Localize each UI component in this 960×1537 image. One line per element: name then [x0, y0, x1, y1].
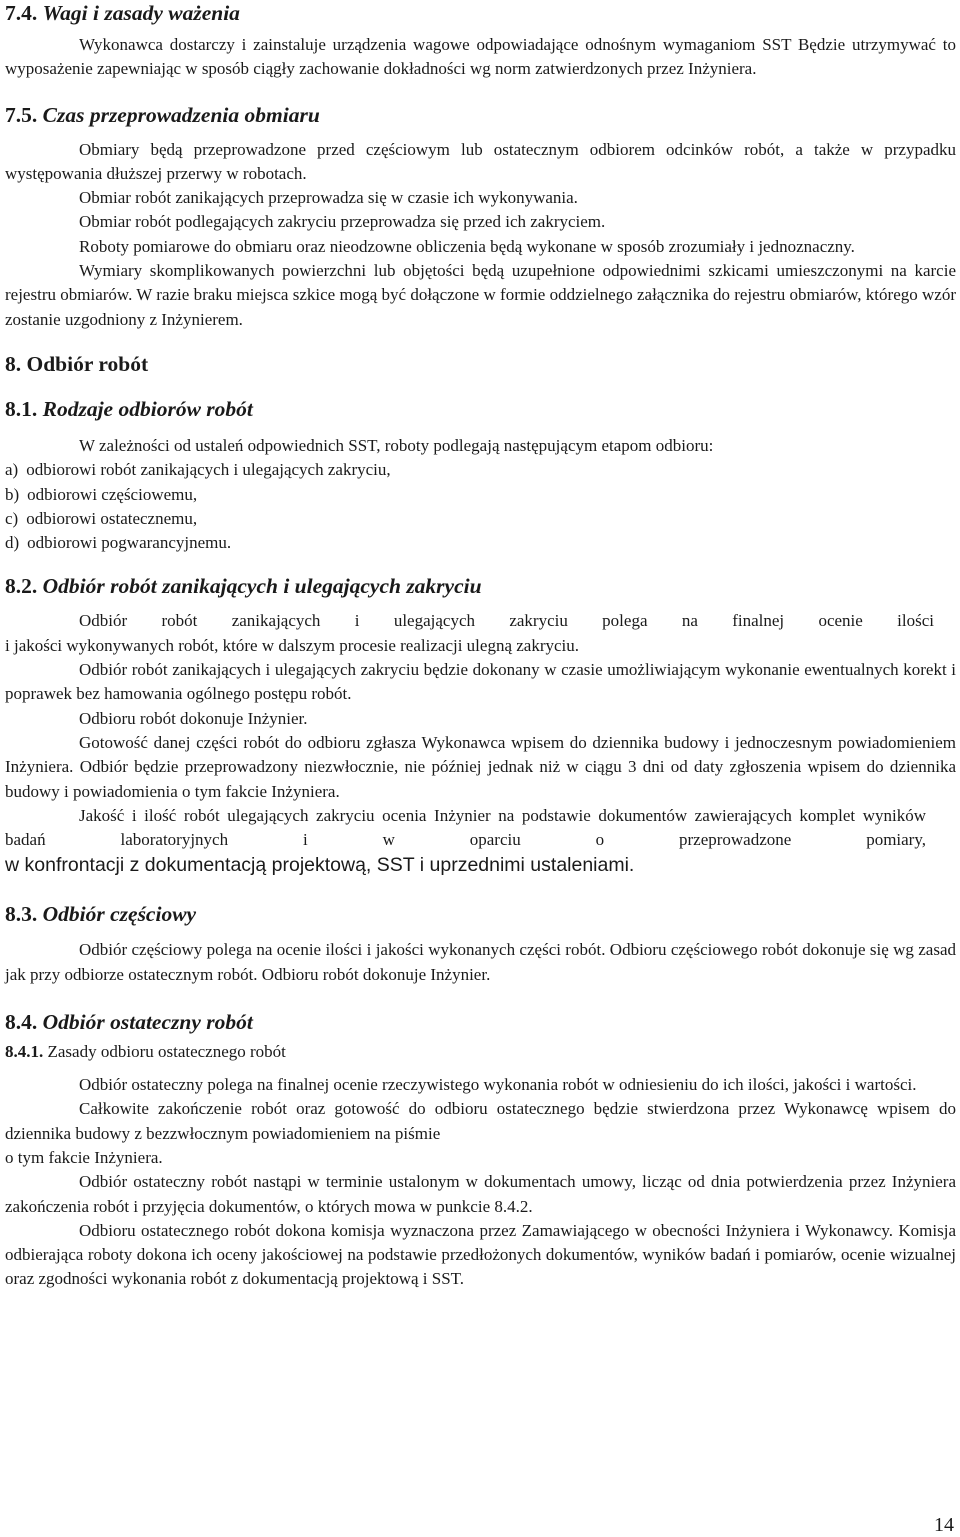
paragraph: Obmiar robót podlegających zakryciu przeprowadza się przed ich zakryciem. [79, 212, 606, 232]
section-number: 8.3. [5, 902, 38, 927]
subsection-title: Zasady odbioru ostatecznego robót [47, 1042, 286, 1062]
paragraph: Odbioru ostatecznego robót dokona komisja wyznaczona przez Zamawiającego w obecności Inżyniera i Wykonawcy. Komisja odbierająca roboty dokona ich oceny jakościowej na podstawie przedłożonych dokumentów, wyników badań i pomiarów, ocenie wizualnej oraz zgodności wykonania robót z dokumentacją projektową i SST. [5, 1220, 956, 1289]
list-item: d) odbiorowi pogwarancyjnemu. [5, 533, 232, 553]
subsection-number: 8.4.1. [5, 1042, 44, 1062]
paragraph: w konfrontacji z dokumentacją projektową, SST i uprzednimi ustaleniami. [5, 854, 635, 877]
paragraph: Odbiór ostateczny robót nastąpi w terminie ustalonym w dokumentach umowy, licząc od dnia potwierdzenia przez Inżyniera zakończenia robót i przyjęcia dokumentów, o których mowa w punkcie 8.4.2. [5, 1172, 956, 1216]
list-item: b) odbiorowi częściowemu, [5, 484, 198, 504]
paragraph: Odbiór robót zanikających i ulegających zakryciu będzie dokonany w czasie umożliwiającym wykonanie ewentualnych korekt i poprawek bez hamowania ogólnego postępu robót. [5, 660, 956, 704]
section-heading-8-4 [5, 1010, 956, 1034]
section-number: 8. [5, 351, 22, 376]
paragraph: Odbiór ostateczny polega na finalnej ocenie rzeczywistego wykonania robót w odniesieniu do ich ilości, jakości i wartości. [79, 1075, 917, 1095]
list-item: a) odbiorowi robót zanikających i ulegających zakryciu, [5, 460, 391, 480]
section-heading-7-4 [5, 1, 956, 25]
paragraph: Odbiór częściowy polega na ocenie ilości i jakości wykonanych części robót. Odbioru częściowego robót dokonuje się wg zasad jak przy odbiorze ostatecznym robót. Odbioru robót dokonuje Inżynier. [5, 940, 956, 984]
section-title: Odbiór ostateczny robót [42, 1010, 253, 1035]
paragraph: Obmiar robót zanikających przeprowadza się w czasie ich wykonywania. [79, 188, 578, 208]
paragraph: Roboty pomiarowe do obmiaru oraz nieodzowne obliczenia będą wykonane w sposób zrozumiały i jednoznaczny. [79, 236, 855, 256]
section-title: Odbiór robót zanikających i ulegających zakryciu [42, 574, 482, 599]
section-title: Odbiór robót [26, 351, 149, 376]
document-page [5, 0, 956, 1292]
section-heading-8-3 [5, 902, 956, 926]
list-item: c) odbiorowi ostatecznemu, [5, 508, 198, 528]
acceptance-stages-list [5, 458, 956, 555]
paragraph: Jakość i ilość robót ulegających zakryciu ocenia Inżynier na podstawie dokumentów zawierających komplet wyników badań laboratoryjnych i w oparciu o przeprowadzone pomiary, [5, 805, 926, 850]
section-number: 8.2. [5, 574, 38, 599]
paragraph: Odbiór robót zanikających i ulegających zakryciu polega na finalnej ocenie ilości [79, 611, 934, 631]
paragraph: i jakości wykonywanych robót, które w dalszym procesie realizacji ulegną zakryciu. [5, 635, 580, 655]
section-heading-8-2 [5, 574, 956, 598]
paragraph: W zależności od ustaleń odpowiednich SST, roboty podlegają następującym etapom odbioru: [79, 435, 714, 455]
section-number: 7.4. [5, 1, 38, 25]
section-title: Czas przeprowadzenia obmiaru [42, 102, 320, 127]
paragraph: Gotowość danej części robót do odbioru zgłasza Wykonawca wpisem do dziennika budowy i jednoczesnym powiadomieniem Inżyniera. Odbiór będzie przeprowadzony niezwłocznie, nie później jednak niż w ciągu 3 dni od daty zgłoszenia wpisem do dziennika budowy i powiadomienia o tym fakcie Inżyniera. [5, 732, 956, 801]
section-number: 8.4. [5, 1010, 38, 1035]
section-heading-8-1 [5, 397, 956, 421]
section-title: Wagi i zasady ważenia [42, 1, 240, 25]
section-heading-7-5 [5, 103, 956, 127]
paragraph: Obmiary będą przeprowadzone przed częściowym lub ostatecznym odbiorem odcinków robót, a także w przypadku występowania dłuższej przerwy w robotach. [5, 139, 956, 183]
section-number: 7.5. [5, 102, 38, 127]
paragraph: Odbioru robót dokonuje Inżynier. [79, 708, 308, 728]
paragraph: Całkowite zakończenie robót oraz gotowość do odbioru ostatecznego będzie stwierdzona przez Wykonawcę wpisem do dziennika budowy z bezzwłocznym powiadomieniem na piśmie [5, 1099, 956, 1143]
subsection-heading-8-4-1 [5, 1040, 956, 1064]
paragraph: o tym fakcie Inżyniera. [5, 1147, 163, 1167]
paragraph: Wykonawca dostarczy i zainstaluje urządzenia wagowe odpowiadające odnośnym wymaganiom SST Będzie utrzymywać to wyposażenie zapewniając w sposób ciągły zachowanie dokładności wg norm zatwierdzonych przez Inżyniera. [5, 35, 956, 79]
section-number: 8.1. [5, 396, 38, 421]
section-title: Rodzaje odbiorów robót [42, 396, 253, 421]
section-title: Odbiór częściowy [42, 902, 197, 927]
page-number: 14 [934, 1514, 954, 1536]
section-heading-8 [5, 352, 956, 376]
paragraph: Wymiary skomplikowanych powierzchni lub objętości będą uzupełnione odpowiednimi szkicami umieszczonymi na karcie rejestru obmiarów. W razie braku miejsca szkice mogą być dołączone w formie oddzielnego załącznika do rejestru obmiarów, którego wzór zostanie uzgodniony z Inżynierem. [5, 261, 956, 329]
